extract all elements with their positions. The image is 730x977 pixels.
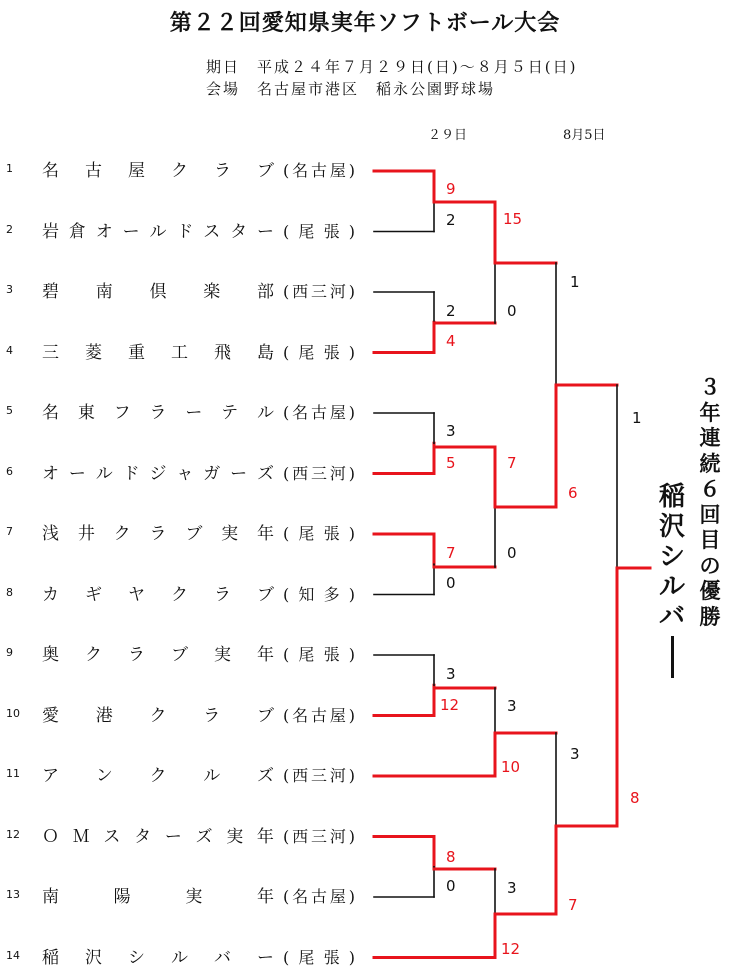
team-name: 名 古 屋 ク ラ ブ xyxy=(42,161,274,181)
score-label: 5 xyxy=(446,454,456,472)
score-label: 8 xyxy=(630,789,640,807)
team-region: ( 尾 張 ) xyxy=(283,524,355,543)
victory-note: ３ 年 連 続 ６ 回 目 の 優 勝 xyxy=(699,375,721,629)
team-name: オ ー ル ド ジ ャ ガ ー ズ xyxy=(42,463,274,484)
team-number: 3 xyxy=(6,283,13,296)
team-number: 13 xyxy=(6,888,20,901)
team-region: ( 名 古 屋 ) xyxy=(283,161,355,180)
champion-name: 稲 沢 シ ル バ xyxy=(652,482,692,678)
score-label: 3 xyxy=(446,665,456,683)
team-number: 4 xyxy=(6,343,13,357)
team-name: 三 菱 重 工 飛 島 xyxy=(42,342,274,363)
team-region: ( 名 古 屋 ) xyxy=(283,887,355,906)
team-number: 10 xyxy=(6,706,20,720)
team-name: ア ン ク ル ズ xyxy=(42,766,274,786)
team-number: 9 xyxy=(6,646,13,659)
venue-label: 会場 xyxy=(206,80,241,98)
team-name: 稲 沢 シ ル バ ー xyxy=(42,947,274,968)
score-label: 15 xyxy=(503,210,523,228)
score-label: 8 xyxy=(446,848,456,866)
team-number: 1 xyxy=(6,162,13,175)
team-name: カ ギ ヤ ク ラ ブ xyxy=(42,584,274,605)
team-name: Ｏ Ｍ ス タ ー ズ 実 年 xyxy=(42,826,274,847)
score-label: 2 xyxy=(446,211,456,229)
score-label: 12 xyxy=(440,696,460,714)
long-vowel-mark xyxy=(671,636,674,678)
team-number: 6 xyxy=(6,464,13,478)
team-number: 11 xyxy=(6,767,20,780)
score-label: 3 xyxy=(446,422,456,440)
score-label: 1 xyxy=(632,409,642,427)
score-label: 0 xyxy=(446,574,456,592)
score-label: 1 xyxy=(570,273,580,291)
team-number: 5 xyxy=(6,404,13,417)
score-label: 3 xyxy=(507,879,517,897)
score-label: 7 xyxy=(507,454,517,472)
team-region: ( 名 古 屋 ) xyxy=(283,403,355,422)
score-label: 0 xyxy=(507,302,517,320)
team-region: ( 尾 張 ) xyxy=(283,342,355,362)
team-number: 7 xyxy=(6,525,13,538)
page-title: 第２２回愛知県実年ソフトボール大会 xyxy=(169,10,561,36)
team-number: 12 xyxy=(6,827,20,841)
team-name: 岩 倉 オ ー ル ド ス タ ー xyxy=(42,221,274,242)
team-region: ( 西 三 河 ) xyxy=(283,282,355,301)
team-region: ( 知 多 ) xyxy=(283,584,355,604)
team-name: 名 東 フ ラ ー テ ル xyxy=(42,403,274,423)
score-label: 7 xyxy=(568,896,578,914)
team-region: ( 尾 張 ) xyxy=(283,947,355,967)
score-label: 0 xyxy=(507,544,517,562)
team-region: ( 尾 張 ) xyxy=(283,221,355,241)
round-label-day1: ２９日 xyxy=(428,128,468,143)
team-region: ( 西 三 河 ) xyxy=(283,766,355,785)
team-name: 愛 港 ク ラ ブ xyxy=(42,705,274,726)
team-name: 奥 ク ラ ブ 実 年 xyxy=(42,645,274,665)
score-label: 10 xyxy=(501,758,521,776)
team-name: 浅 井 ク ラ ブ 実 年 xyxy=(42,524,274,544)
score-label: 6 xyxy=(568,484,578,502)
score-label: 9 xyxy=(446,180,456,198)
team-region: ( 尾 張 ) xyxy=(283,645,355,664)
team-region: ( 西 三 河 ) xyxy=(283,463,355,483)
score-label: 7 xyxy=(446,544,456,562)
date-value: 平成２４年７月２９日(日)～８月５日(日) xyxy=(257,58,578,76)
team-number: 8 xyxy=(6,585,13,599)
score-label: 3 xyxy=(507,697,517,715)
team-region: ( 名 古 屋 ) xyxy=(283,705,355,725)
team-name: 南 陽 実 年 xyxy=(42,887,274,907)
team-number: 14 xyxy=(6,948,20,962)
score-label: 3 xyxy=(570,745,580,763)
team-region: ( 西 三 河 ) xyxy=(283,826,355,846)
score-label: 4 xyxy=(446,332,456,350)
score-label: 2 xyxy=(446,302,456,320)
score-label: 12 xyxy=(501,940,521,958)
venue-value: 名古屋市港区 稲永公園野球場 xyxy=(257,80,496,98)
date-label: 期日 xyxy=(206,58,241,76)
team-number: 2 xyxy=(6,222,13,236)
round-label-day2: 8月5日 xyxy=(563,128,606,143)
team-name: 碧 南 倶 楽 部 xyxy=(42,282,274,302)
score-label: 0 xyxy=(446,877,456,895)
